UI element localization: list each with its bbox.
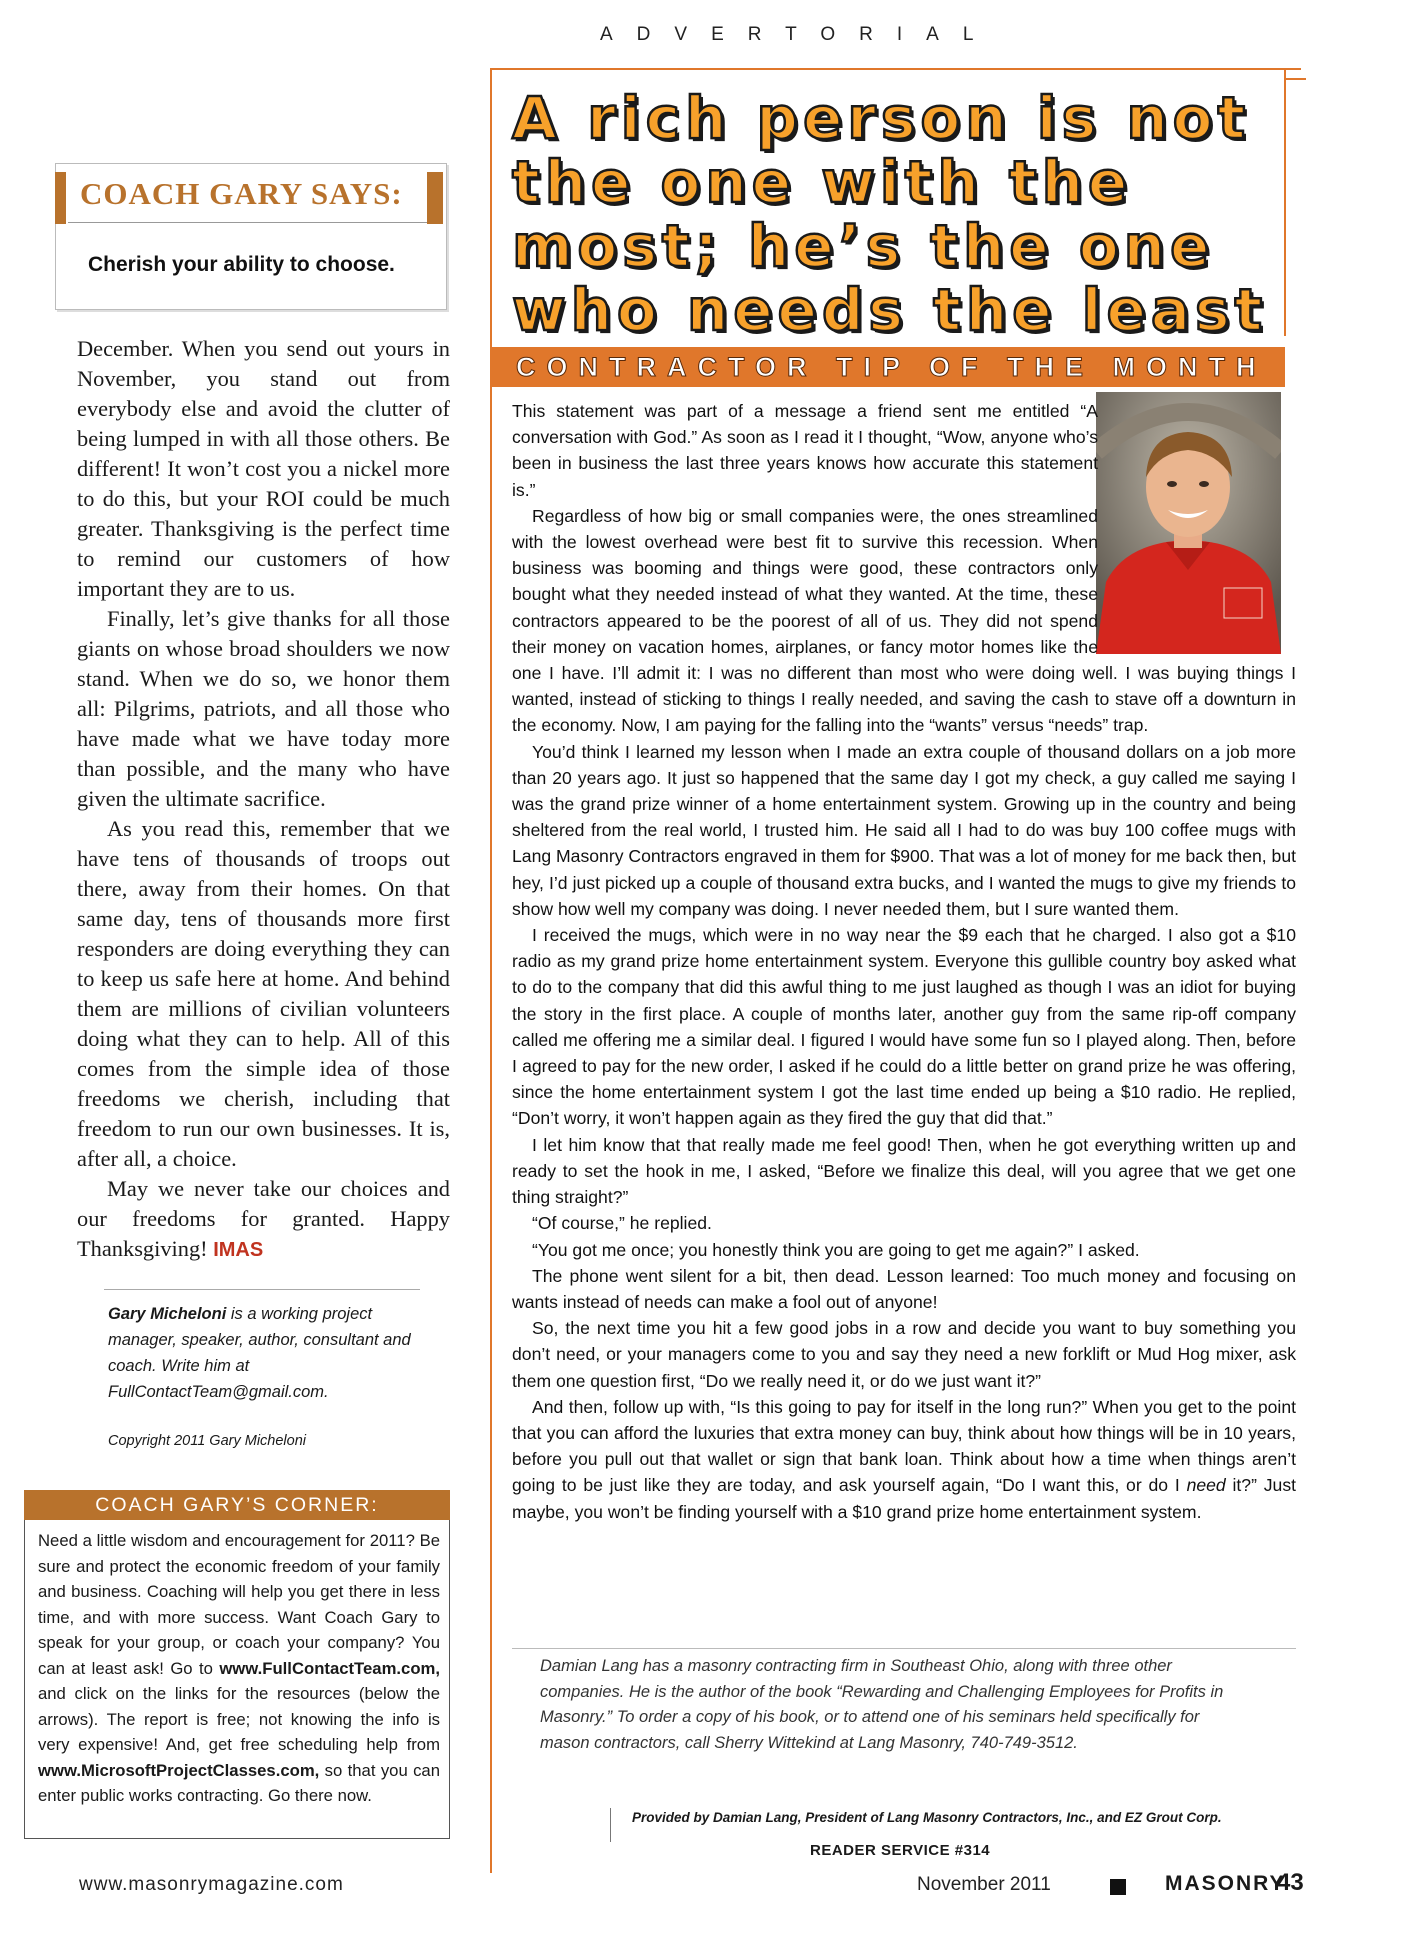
sidebar-closing-text: May we never take our choices and our freedoms for granted. Happy Thanksgiving! [77, 1176, 450, 1261]
sidebar-paragraph [77, 1174, 450, 1265]
sidebar-paragraph: As you read this, remember that we have tens of thousands of troops out there, away from their homes. On that same day, tens of thousands more first responders are doing everything they can to keep us safe here at home. And behind them are millions of civilian volunteers doing what they can to help. All of this comes from the simple idea of those freedoms we cherish, including that freedom to run our own businesses. It is, after all, a choice. [77, 816, 450, 1171]
full-contact-team-link[interactable]: www.FullContactTeam.com, [219, 1658, 440, 1678]
footer-website[interactable]: www.masonrymagazine.com [79, 1874, 344, 1895]
coach-says-title: COACH GARY SAYS: [80, 176, 403, 211]
article-body [512, 398, 1296, 1525]
divider [610, 1808, 611, 1842]
sidebar-paragraph: Finally, let’s give thanks for all those giants on whose broad shoulders we now stand. When we do so, we honor them all: Pilgrims, patriots, and all those who have made what we have today more than possible, and the many who have given the ultimate sacrifice. [77, 606, 450, 811]
article-author-bio: Damian Lang has a masonry contracting firm in Southeast Ohio, along with three other companies. He is the author of the book “Rewarding and Challenging Employees for Profits in Masonry.” To order a copy of his book, or to attend one of his seminars held specifically for mason contractors, call Sherry Wittekind at Lang Masonry, 740-749-3512. [540, 1657, 1224, 1752]
footer-magazine-name: MASONRY [1165, 1872, 1286, 1895]
page-number: 43 [1277, 1869, 1304, 1896]
divider [68, 222, 427, 223]
article-paragraph: I received the mugs, which were in no way near the $9 each that he charged. I also got a $10 radio as my grand prize home entertainment system. Everyone this gullible country boy asked what to do to the company that did this awful thing to me just laughed as though I was an idiot for buying the story in the first place. A couple of months later, another guy from the same rip-off company called me offering me a similar deal. I figured I would have some fun so I played along. Then, before I agreed to pay for the new order, I asked if he could do a little better on grand prize he was offering, since the home entertainment system I got the last time ended up being a $10 radio. He replied, “Don’t worry, it won’t happen again as they fired the guy that did that.” [512, 925, 1296, 1129]
coach-corner-title: COACH GARY’S CORNER: [24, 1490, 450, 1520]
imas-end-mark: IMAS [213, 1239, 264, 1261]
footer-date: November 2011 [917, 1874, 1051, 1895]
article-paragraph: Regardless of how big or small companies were, the ones streamlined with the lowest overhead were best fit to survive this recession. When business was booming and things were good, these contractors only bought what they needed instead of what they wanted. At the time, these contractors appeared to be the poorest of all of us. They did not spend their money on vacation homes, airplanes, or fancy motor homes like the one I have. I’ll admit it: I was no different than most who were doing well. I was buying things I wanted, instead of sticking to things I really needed, and saving the cash to stave off a downturn in the economy. Now, I am paying for the falling into the “wants” versus “needs” trap. [512, 505, 1296, 736]
article-frame-left [490, 68, 492, 1873]
copyright: Copyright 2011 Gary Micheloni [108, 1433, 306, 1449]
coach-corner-text-2: and click on the links for the resources (below the arrows). The report is free; not knowing the info is very expensive! And, get free scheduling help from [38, 1684, 440, 1754]
headline-line: the one with the [512, 148, 1133, 216]
article-paragraph: This statement was part of a message a friend sent me entitled “A conversation with God.” As soon as I read it I thought, “Wow, anyone who’s been in business the last three years knows how accurate this statement is.” [512, 401, 1098, 500]
headline-line: A rich person is not [512, 84, 1251, 152]
headline-line: most; he’s the one [512, 212, 1215, 280]
coach-says-accent-right [427, 172, 443, 224]
article-paragraph: I let him know that that really made me feel good! Then, when he got everything written up and ready to set the hook in me, I asked, “Before we finalize this deal, will you agree that we get one thing straight?” [512, 1134, 1296, 1208]
article-frame-tail [1284, 78, 1306, 80]
divider [512, 1648, 1296, 1649]
coach-says-text: Cherish your ability to choose. [88, 253, 395, 276]
article-paragraph: So, the next time you hit a few good jobs in a row and decide you want to buy something you don’t need, or your managers come to you and say they need a new forklift or Mud Hog mixer, ask them one question first, “Do we really need it, or do we just want it?” [512, 1318, 1296, 1391]
coach-corner-text-1: Need a little wisdom and encouragement for 2011? Be sure and protect the economic freedom of your family and business. Coaching will help you get there in less time, and with more success. Want Coach Gary to speak for your group, or coach your company? You can at least ask! Go to [38, 1531, 440, 1678]
coach-corner-text [38, 1528, 440, 1809]
article-closing-emphasis: need [1186, 1475, 1226, 1496]
coach-corner-text-3: so that you can enter public works contracting. Go there now. [38, 1760, 440, 1805]
author-name: Gary Micheloni [108, 1305, 227, 1323]
divider [104, 1289, 420, 1290]
sidebar-paragraph: December. When you send out yours in November, you stand out from everybody else and avoid the clutter of being lumped in with all those others. Be different! It won’t cost you a nickel more to do this, but your ROI could be much greater. Thanksgiving is the perfect time to remind our customers of how important they are to us. [77, 336, 450, 601]
sidebar-column-text [77, 334, 450, 1265]
tip-banner-label: CONTRACTOR TIP OF THE MONTH [516, 352, 1267, 382]
coach-says-accent-left [55, 172, 66, 224]
microsoft-project-classes-link[interactable]: www.MicrosoftProjectClasses.com, [38, 1760, 320, 1780]
photo-spacer [1098, 398, 1296, 652]
advertorial-label: ADVERTORIAL [600, 24, 998, 45]
square-bullet-icon [1110, 1879, 1126, 1895]
article-closing-text-a: And then, follow up with, “Is this going to pay for itself in the long run?” When you get to the point that you can afford the luxuries that extra money can buy, think about how things will be in 10 years, before you pull out that wallet or sign that bank loan. Think about how a time when things aren’t going to be just like they are today, and ask yourself again, “Do I want this, or do I [512, 1396, 1296, 1496]
author-bio [108, 1301, 438, 1405]
article-closing-text-b: it?” Just maybe, you won’t be finding yourself with a $10 grand prize home entertainment system. [512, 1475, 1297, 1522]
reader-service-number: READER SERVICE #314 [810, 1842, 991, 1859]
article-paragraph: “You got me once; you honestly think you are going to get me again?” I asked. [532, 1239, 1140, 1260]
article-paragraph: “Of course,” he replied. [532, 1213, 712, 1234]
provided-by-credit: Provided by Damian Lang, President of Lang Masonry Contractors, Inc., and EZ Grout Corp. [632, 1810, 1222, 1825]
headline-line: who needs the least [512, 276, 1268, 344]
article-paragraph: You’d think I learned my lesson when I made an extra couple of thousand dollars on a job more than 20 years ago. It just so happened that the same day I got my check, a guy called me saying I was the grand prize winner of a home entertainment system. Growing up in the country and being sheltered from the real world, I trusted him. He said all I had to do was buy 100 coffee mugs with Lang Masonry Contractors engraved in them for $900. That was a lot of money for me back then, but hey, I’d just picked up a couple of thousand extra bucks, and I wanted the mugs to give my friends to show how well my company was doing. I never needed them, but I sure wanted them. [512, 741, 1296, 919]
article-frame-top [490, 68, 1301, 70]
author-bio-text: is a working project manager, speaker, author, consultant and coach. Write him at FullContactTeam@gmail.com. [108, 1305, 411, 1401]
article-paragraph: The phone went silent for a bit, then dead. Lesson learned: Too much money and focusing on wants instead of needs can make a fool out of anyone! [512, 1265, 1296, 1312]
headline [512, 86, 1292, 342]
article-paragraph [512, 1394, 1296, 1525]
